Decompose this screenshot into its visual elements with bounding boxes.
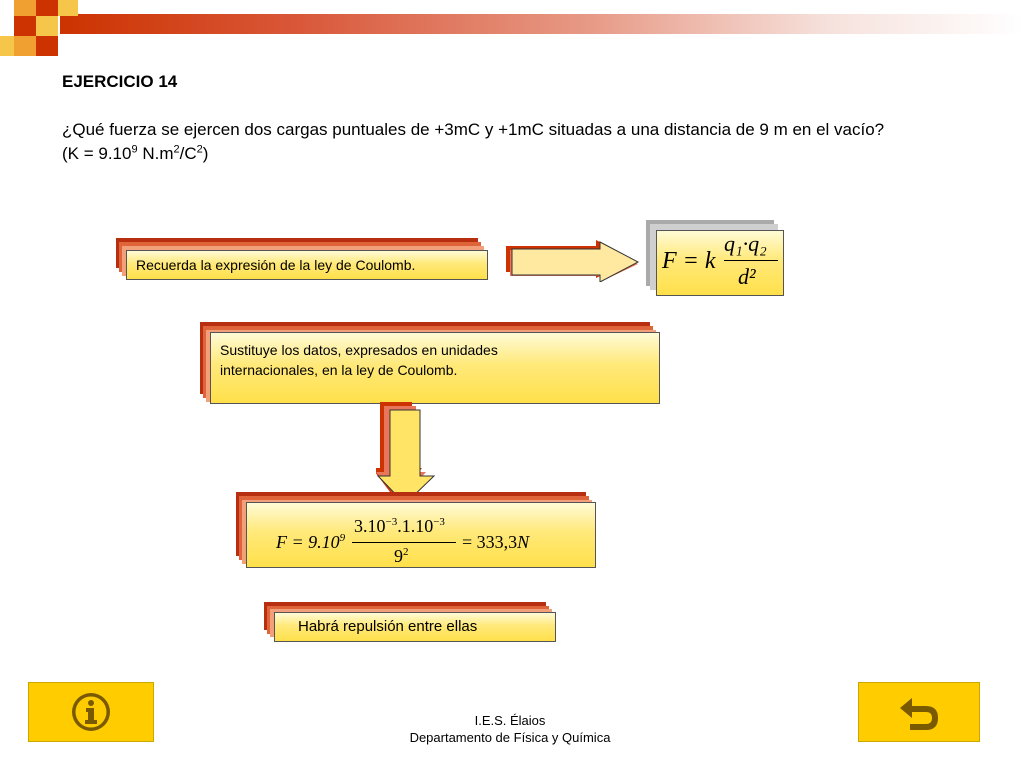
- decor-square: [36, 16, 58, 36]
- exercise-title: EJERCICIO 14: [62, 72, 178, 91]
- question-text: [62, 118, 972, 166]
- constant-k: ($K = 9.10^9$ $N.m^2/C^2$): [62, 143, 209, 163]
- substitute-text-line1: Sustituye los datos, expresados en unidades: [220, 342, 498, 358]
- recall-box[interactable]: [116, 238, 488, 280]
- calc-result: = 333,3N: [462, 532, 530, 552]
- decor-square: [14, 36, 36, 56]
- decor-square: [36, 36, 58, 56]
- decor-square: [14, 0, 36, 16]
- calc-denominator: $9^2$: [394, 546, 409, 566]
- footer: [300, 712, 720, 746]
- conclusion-box[interactable]: [264, 602, 556, 642]
- return-button[interactable]: [858, 682, 980, 742]
- coulomb-formula-box[interactable]: [646, 220, 784, 296]
- info-button[interactable]: [28, 682, 154, 742]
- substitute-box[interactable]: [200, 322, 662, 406]
- decor-square: [36, 0, 58, 16]
- info-icon: [71, 692, 111, 732]
- right-arrow-icon: [504, 238, 644, 282]
- decor-square: [0, 36, 14, 56]
- footer-department: Departamento de Física y Química: [409, 730, 611, 745]
- footer-school: I.E.S. Élaios: [474, 713, 546, 728]
- calc-numerator: $3.10^{-3}.1.10^{-3}$: [354, 516, 445, 536]
- formula-fraction-bar: [724, 260, 778, 261]
- formula-numerator: q₁·q₂: [724, 231, 767, 256]
- question-statement: ¿Qué fuerza se ejercen dos cargas puntuales de +3mC y +1mC situadas a una distancia de 9 m en el vacío?: [62, 120, 885, 139]
- down-arrow-icon: [376, 402, 440, 506]
- conclusion-text: Habrá repulsión entre ellas: [298, 618, 478, 635]
- formula-denominator: d²: [738, 264, 756, 289]
- header-gradient-band: [60, 14, 1024, 34]
- calc-lhs: $F = 9.10^9$: [276, 532, 346, 552]
- calculation-box[interactable]: [236, 492, 596, 568]
- recall-text: Recuerda la expresión de la ley de Coulomb.: [136, 257, 416, 273]
- decor-square: [58, 0, 78, 16]
- calc-fraction-bar: [352, 542, 456, 543]
- formula-lhs: F = k: [662, 248, 716, 274]
- return-icon: [896, 692, 942, 732]
- substitute-text-line2: internacionales, en la ley de Coulomb.: [220, 362, 458, 378]
- decor-square: [14, 16, 36, 36]
